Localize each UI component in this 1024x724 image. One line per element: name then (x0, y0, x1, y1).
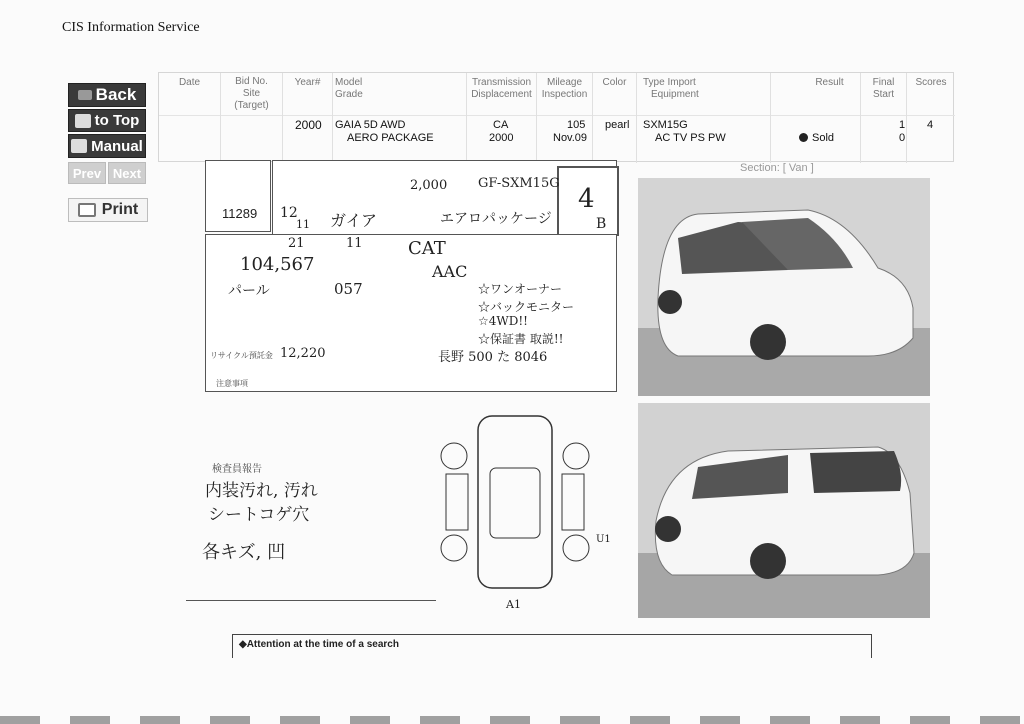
col-year (283, 73, 333, 163)
sheet-mileage: 104,567 (240, 254, 315, 275)
sheet-inspection-month: 11 (346, 236, 363, 251)
header-mileage: Mileage (546, 77, 583, 88)
transmission-value: CA (493, 119, 509, 131)
col-color (593, 73, 637, 163)
sheet-bottom-rule (186, 600, 436, 601)
header-displacement: Displacement (471, 89, 532, 100)
result-text: Sold (812, 132, 835, 144)
header-type-import: Type Import (643, 77, 696, 88)
header-equipment: Equipment (651, 89, 699, 100)
car-photo-rear[interactable] (638, 403, 930, 618)
print-button[interactable] (68, 198, 148, 222)
back-label: Back (95, 85, 137, 104)
inspector-notes-title: 検査員報告 (212, 464, 262, 475)
book-icon (71, 139, 87, 153)
grade-value: AERO PACKAGE (347, 132, 434, 144)
sheet-model-code: GF-SXM15G (478, 176, 560, 191)
prev-button[interactable]: Prev (68, 162, 106, 184)
car-roof-outline (490, 468, 540, 538)
next-button[interactable]: Next (108, 162, 146, 184)
wheel-rear-right (563, 535, 589, 561)
sheet-shift: CAT (408, 238, 446, 259)
print-label: Print (101, 201, 139, 218)
mileage-value: 105 (567, 119, 586, 131)
header-scores: Scores (915, 77, 947, 88)
sheet-displacement: 2,000 (410, 178, 448, 193)
sheet-ac: AAC (432, 262, 468, 281)
car-body-outline (478, 416, 552, 588)
sheet-interior: B (596, 216, 607, 232)
inspector-note-1: 内装汚れ, 汚れ (205, 481, 318, 501)
col-mileage (537, 73, 593, 163)
model-value: GAIA 5D AWD (335, 119, 406, 131)
type-value: SXM15G (643, 119, 688, 131)
final-value: 1 (899, 119, 906, 131)
sheet-point-3: ☆4WD!! (478, 314, 528, 328)
inspection-value: Nov.09 (553, 132, 588, 144)
header-final: Final (872, 77, 895, 88)
scan-edge (0, 716, 1024, 724)
header-inspection: Inspection (541, 89, 588, 100)
header-model: Model (335, 77, 363, 88)
sheet-recycle: 12,220 (280, 346, 326, 361)
car-photo-front[interactable] (638, 178, 930, 396)
displacement-value: 2000 (489, 132, 514, 144)
col-type (637, 73, 771, 163)
col-bid (221, 73, 283, 163)
sheet-color: パール (228, 283, 270, 299)
to-top-button[interactable] (68, 109, 146, 132)
equipment-value: AC TV PS PW (655, 132, 726, 144)
car-front-illustration (638, 178, 930, 396)
sheet-plate: 長野 500 た 8046 (438, 350, 548, 365)
col-model (333, 73, 467, 163)
sold-dot-icon (799, 133, 808, 142)
vehicle-info-table (158, 72, 954, 162)
diagram-label-a1: A1 (506, 598, 521, 611)
attention-box: ◆Attention at the time of a search (232, 634, 872, 658)
wheel-front-left (441, 443, 467, 469)
sheet-year: 12 (280, 205, 298, 221)
col-final (861, 73, 907, 163)
lot-number: 11289 (222, 206, 258, 221)
inspector-note-2: シートコゲ穴 (208, 505, 310, 525)
sheet-point-4: ☆保証書 取説!! (478, 332, 564, 346)
to-top-label: to Top (94, 112, 140, 129)
damage-diagram (430, 408, 600, 598)
col-date (159, 73, 221, 163)
wheel-front-right (563, 443, 589, 469)
caution-label: 注意事項 (216, 379, 248, 388)
col-result (771, 73, 861, 163)
score-value: 4 (927, 119, 934, 131)
diagram-label-u1: U1 (596, 534, 611, 545)
start-value: 0 (899, 132, 906, 144)
header-start: Start (872, 89, 895, 100)
back-arrow-icon (78, 90, 92, 100)
header-year: Year# (294, 77, 321, 88)
header-bid-no: Bid No. (235, 76, 268, 87)
header-grade: Grade (335, 89, 363, 100)
sheet-month: 11 (296, 218, 310, 231)
year-value: 2000 (295, 118, 322, 132)
col-transmission (467, 73, 537, 163)
hand-pointer-icon (75, 114, 91, 128)
manual-button[interactable] (68, 134, 146, 158)
col-scores (907, 73, 955, 163)
door-right (562, 474, 584, 530)
page-title: CIS Information Service (62, 20, 200, 35)
inspector-note-3: 各キズ, 凹 (202, 542, 286, 563)
sheet-inspection-year: 21 (288, 236, 305, 251)
color-value: pearl (605, 119, 630, 131)
wheel-rear-left (441, 535, 467, 561)
recycle-label: リサイクル預託金 (210, 351, 273, 360)
manual-label: Manual (91, 137, 143, 155)
sheet-grade: エアロパッケージ (440, 211, 552, 227)
header-date: Date (178, 77, 201, 88)
lot-box (205, 160, 271, 232)
sheet-color-code: 057 (334, 280, 363, 298)
back-button[interactable] (68, 83, 146, 107)
header-target: (Target) (234, 100, 269, 111)
sheet-score: 4 (578, 184, 595, 214)
header-transmission: Transmission (471, 77, 532, 88)
door-left (446, 474, 468, 530)
sheet-car-name: ガイア (330, 211, 378, 230)
result-value (799, 132, 834, 145)
car-rear-illustration (638, 403, 930, 618)
header-color: Color (602, 77, 627, 88)
header-site: Site (242, 88, 261, 99)
printer-icon (78, 203, 96, 217)
sheet-point-1: ☆ワンオーナー (478, 282, 563, 296)
section-label: Section: [ Van ] (740, 162, 814, 174)
sheet-point-2: ☆バックモニター (478, 300, 575, 314)
header-result: Result (815, 77, 844, 88)
